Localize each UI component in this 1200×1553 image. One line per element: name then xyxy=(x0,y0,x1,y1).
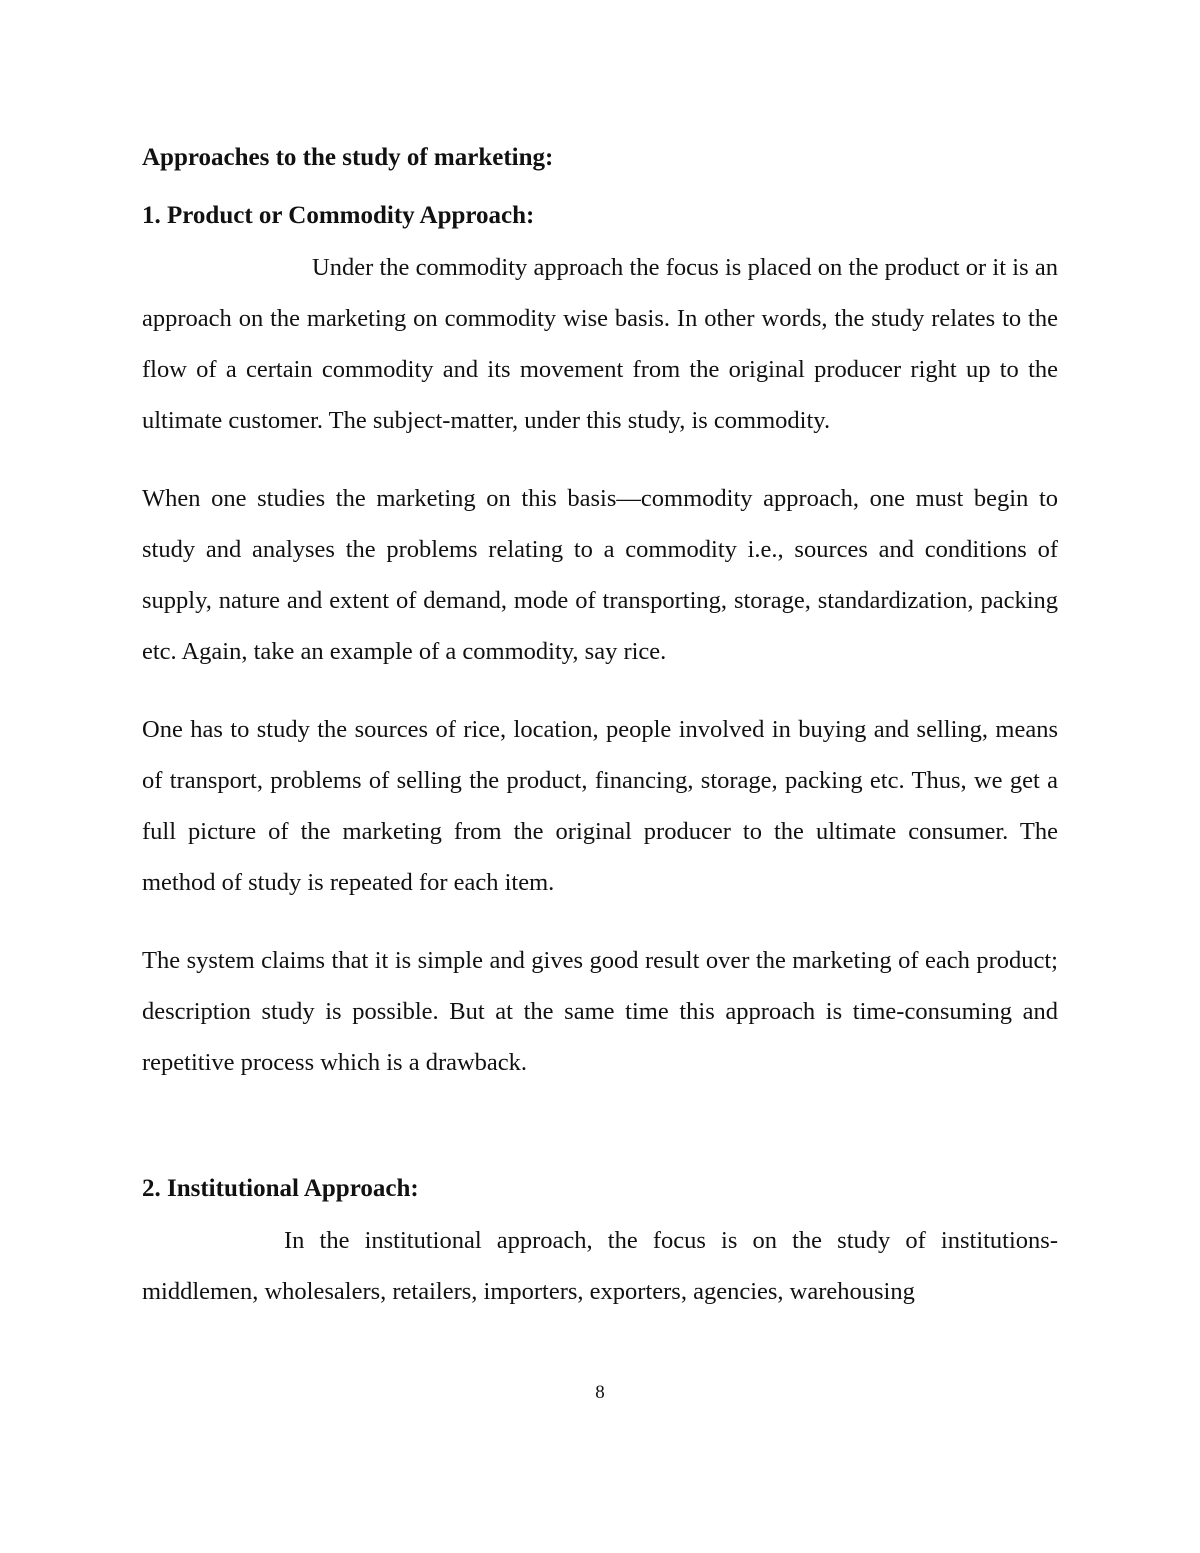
paragraph: One has to study the sources of rice, location, people involved in buying and selling, means of transport, problems of selling the product, financing, storage, packing etc. Thus, we get a full picture of the marketing from the original producer to the ultimate consumer. The method of study is repeated for each item. xyxy=(142,716,1058,896)
paragraph: Under the commodity approach the focus is placed on the product or it is an approach on the marketing on commodity wise basis. In other words, the study relates to the flow of a certain commodity and its movement from the original producer right up to the ultimate customer. The subject-matter, under this study, is commodity. xyxy=(142,254,1058,434)
paragraph: When one studies the marketing on this basis—commodity approach, one must begin to study and analyses the problems relating to a commodity i.e., sources and conditions of supply, nature and extent of demand, mode of transporting, storage, standardization, packing etc. Again, take an example of a commodity, say rice. xyxy=(142,485,1058,665)
section-heading-commodity-approach: 1. Product or Commodity Approach: xyxy=(142,202,535,229)
section-heading-institutional-approach: 2. Institutional Approach: xyxy=(142,1175,419,1202)
section-spacer xyxy=(142,1115,1058,1169)
page-content xyxy=(142,138,1058,1344)
paragraph: The system claims that it is simple and gives good result over the marketing of each product; description study is possible. But at the same time this approach is time-consuming and repetitive process which is a drawback. xyxy=(142,947,1058,1076)
page-number: 8 xyxy=(595,1382,605,1403)
document-title: Approaches to the study of marketing: xyxy=(142,144,554,171)
paragraph: In the institutional approach, the focus is on the study of institutions-middlemen, wholesalers, retailers, importers, exporters, agencies, warehousing xyxy=(142,1227,1058,1305)
